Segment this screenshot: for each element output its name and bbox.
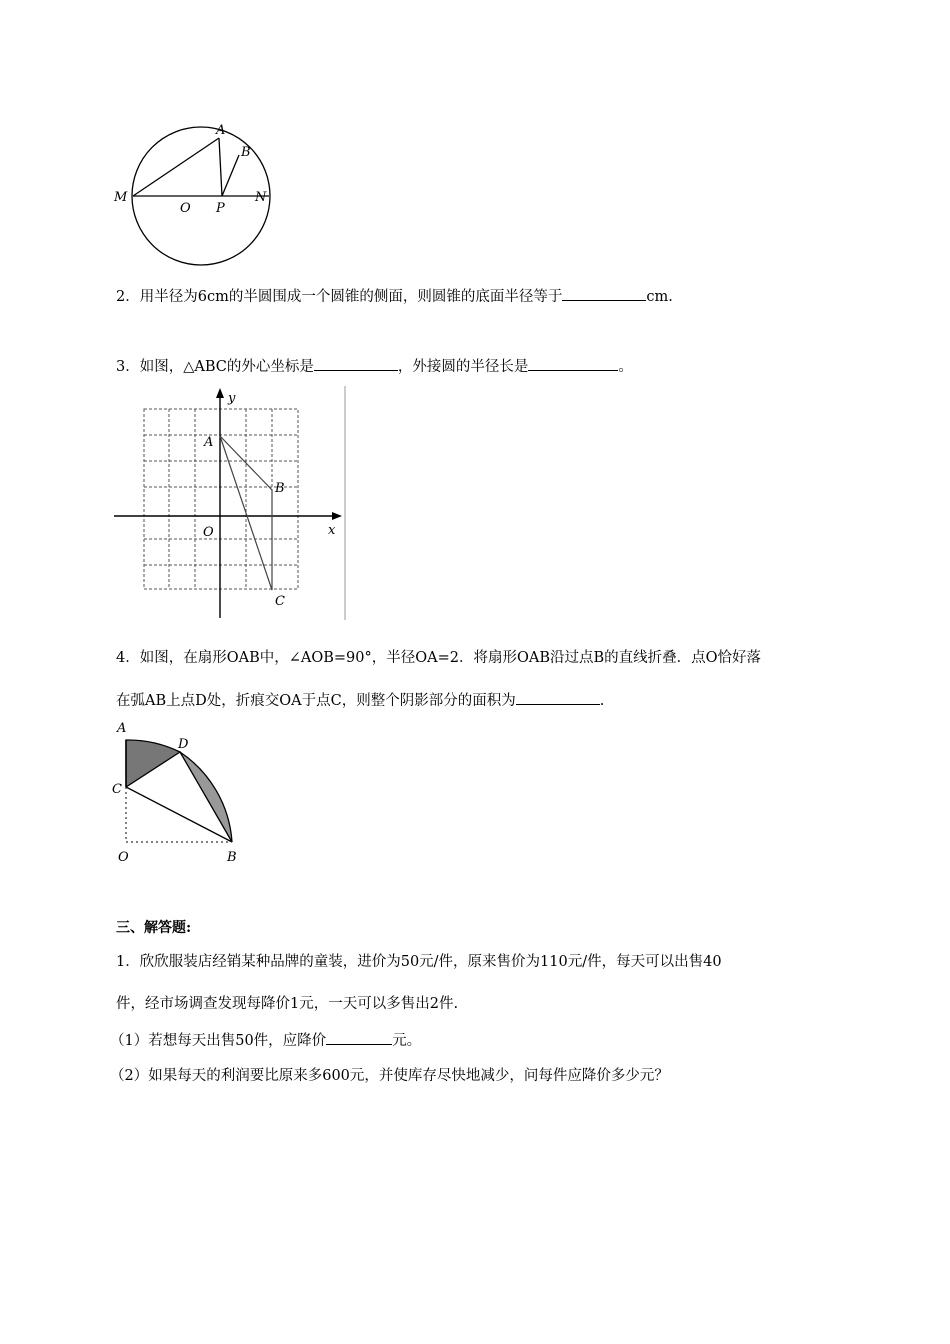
question-3-text-b: ，外接圆的半径长是: [397, 359, 529, 375]
label-a: A: [204, 435, 214, 450]
figure-grid-triangle-abc: [112, 386, 352, 622]
sub-1-unit: 元。: [392, 1033, 422, 1049]
problem-1-sub-1: [110, 1030, 421, 1051]
segment-ma: [133, 138, 219, 196]
label-a: A: [216, 123, 226, 138]
question-4-text: 在弧AB上点D处，折痕交OA于点C，则整个阴影部分的面积为: [116, 693, 516, 709]
segment-ap: [219, 138, 222, 196]
question-4-line-1: 4．如图，在扇形OAB中，∠AOB=90°，半径OA=2．将扇形OAB沿过点B的直线折叠．点O恰好落: [116, 650, 762, 666]
label-o: O: [180, 201, 191, 216]
label-d: D: [178, 737, 189, 752]
answer-blank-q2[interactable]: [562, 286, 646, 301]
label-o: O: [118, 850, 129, 865]
x-axis-arrow-icon: [332, 512, 342, 520]
question-4-line-2: [116, 690, 604, 711]
label-origin: O: [203, 525, 214, 540]
label-c: C: [112, 782, 122, 797]
answer-blank-q3-center[interactable]: [314, 356, 398, 371]
figure-sector-fold: [112, 716, 262, 866]
question-3: [116, 356, 633, 377]
label-b: B: [241, 145, 251, 160]
question-2-text: 2．用半径为6cm的半圆围成一个圆锥的侧面，则圆锥的底面半径等于: [116, 289, 563, 305]
label-b: B: [227, 850, 237, 865]
label-x: x: [328, 523, 336, 538]
section-3-heading: 三、解答题:: [116, 920, 192, 936]
question-4-end: .: [599, 693, 605, 709]
question-2: [116, 286, 673, 307]
shaded-region-acd: [126, 740, 180, 787]
problem-1-line-1: 1．欣欣服装店经销某种品牌的童装，进价为50元/件，原来售价为110元/件，每天可以出售40: [116, 954, 722, 970]
label-a: A: [117, 721, 127, 736]
label-m: M: [114, 190, 128, 205]
sub-1-text: （1）若想每天出售50件，应降价: [110, 1033, 327, 1049]
segment-pb: [222, 155, 239, 196]
grid-lines: [144, 409, 298, 589]
answer-blank-q4[interactable]: [516, 690, 600, 705]
problem-1-line-2: 件，经市场调查发现每降价1元，一天可以多售出2件.: [116, 996, 459, 1012]
problem-1-sub-2: （2）如果每天的利润要比原来多600元，并使库存尽快地减少，问每件应降价多少元？: [110, 1068, 669, 1084]
question-3-text-a: 3．如图，△ABC的外心坐标是: [116, 359, 314, 375]
question-3-text-c: 。: [618, 359, 633, 375]
answer-blank-q3-radius[interactable]: [528, 356, 618, 371]
label-p: P: [216, 201, 225, 216]
y-axis-arrow-icon: [216, 388, 224, 398]
label-y: y: [228, 391, 236, 406]
label-c: C: [275, 594, 285, 609]
label-b: B: [275, 481, 285, 496]
figure-circle-mopn: [110, 118, 280, 258]
label-n: N: [255, 190, 267, 205]
answer-blank-sub-1[interactable]: [326, 1030, 392, 1045]
question-2-unit: cm.: [646, 289, 673, 305]
